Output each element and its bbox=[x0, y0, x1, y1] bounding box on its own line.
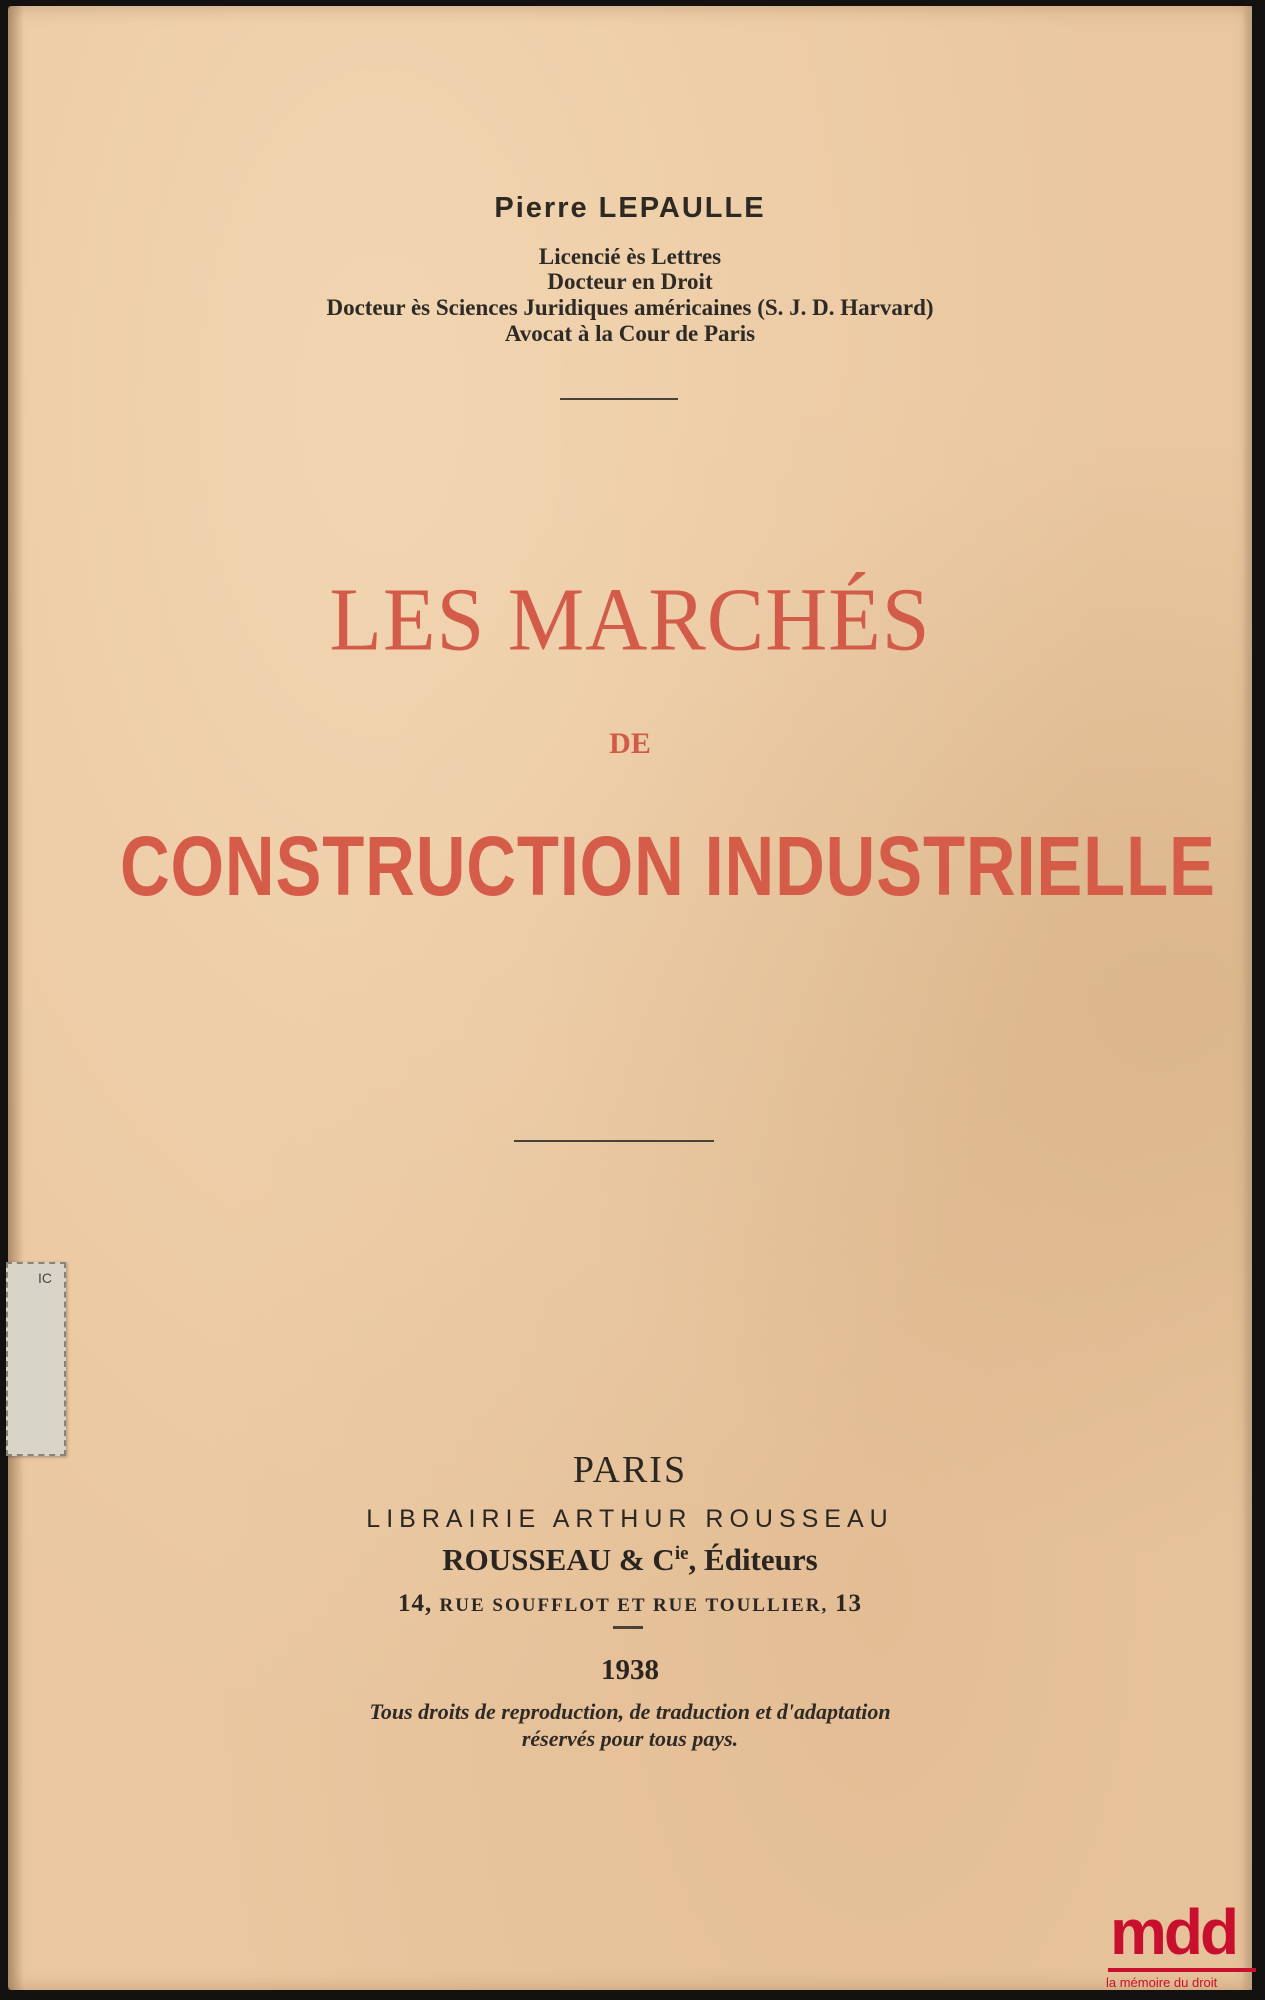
book-cover-page bbox=[8, 6, 1252, 1990]
logo-underline bbox=[1108, 1968, 1256, 1972]
address-number-2: 13 bbox=[834, 1590, 862, 1617]
editors-main: ROUSSEAU & C bbox=[442, 1542, 675, 1577]
author-credential: Avocat à la Cour de Paris bbox=[504, 321, 756, 346]
imprint-editors bbox=[8, 1542, 1252, 1578]
author-credential: Licencié ès Lettres bbox=[538, 244, 722, 269]
divider-rule bbox=[514, 1140, 714, 1142]
logo-tagline: la mémoire du droit bbox=[1106, 1975, 1218, 1990]
library-label-text: IC bbox=[38, 1270, 52, 1286]
logo-mark: mdd bbox=[1110, 1896, 1237, 1968]
divider-rule bbox=[560, 398, 678, 400]
book-title-line-2: DE bbox=[609, 727, 651, 760]
book-title-line-3: CONSTRUCTION INDUSTRIELLE bbox=[119, 819, 1216, 913]
divider-rule bbox=[613, 1626, 643, 1629]
library-label bbox=[6, 1262, 66, 1456]
author-name: Pierre LEPAULLE bbox=[494, 192, 766, 224]
publication-year: 1938 bbox=[601, 1654, 659, 1686]
editors-rest: , Éditeurs bbox=[688, 1542, 818, 1577]
rights-notice: Tous droits de reproduction, de traduction et d'adaptation bbox=[369, 1699, 891, 1724]
editors-superscript: ie bbox=[674, 1543, 689, 1564]
imprint-publisher: LIBRAIRIE ARTHUR ROUSSEAU bbox=[366, 1505, 894, 1533]
mdd-logo bbox=[1104, 1896, 1259, 1996]
author-credential: Docteur ès Sciences Juridiques américaines (S. J. D. Harvard) bbox=[326, 295, 934, 320]
imprint-address bbox=[8, 1590, 1252, 1618]
rights-notice: réservés pour tous pays. bbox=[521, 1726, 739, 1751]
address-street: RUE SOUFFLOT ET RUE TOULLIER, bbox=[439, 1595, 835, 1616]
author-credential: Docteur en Droit bbox=[547, 269, 713, 294]
book-title-line-1: LES MARCHÉS bbox=[329, 568, 931, 670]
address-number-1: 14, bbox=[398, 1590, 440, 1617]
imprint-city: PARIS bbox=[572, 1449, 688, 1491]
